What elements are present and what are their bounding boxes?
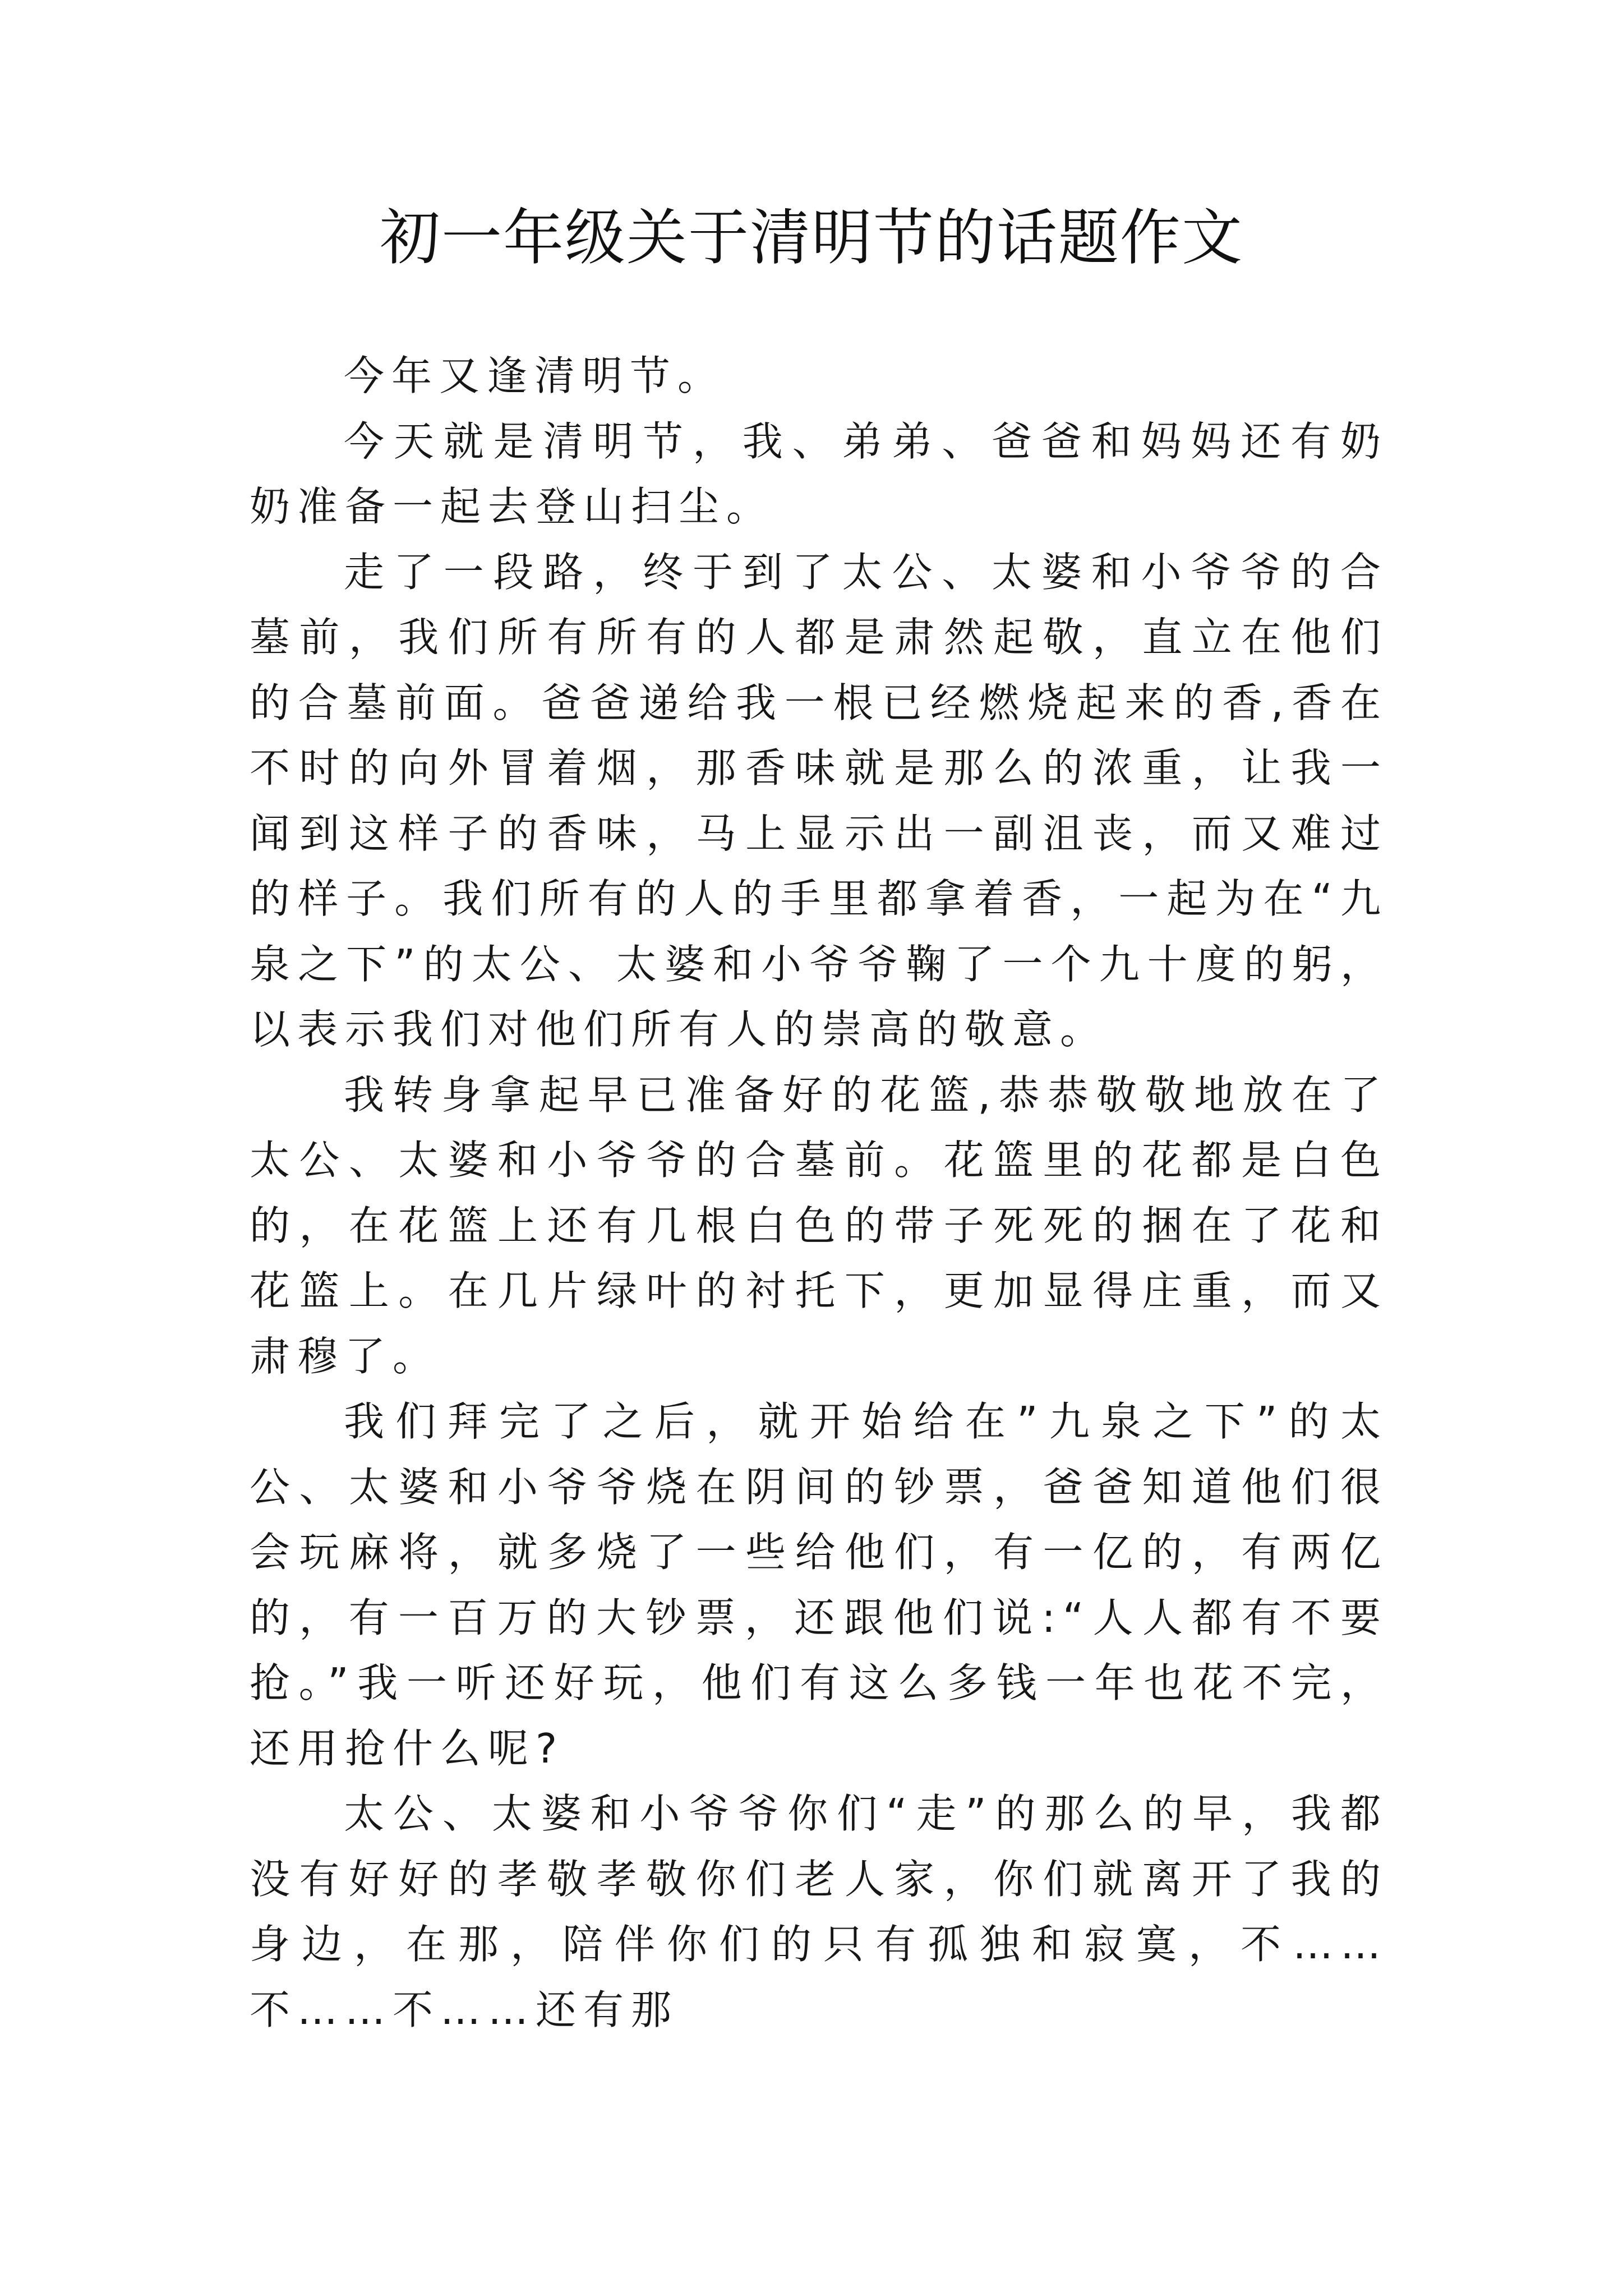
- paragraph-1: 今年又逢清明节。: [344, 352, 726, 399]
- paragraph-4: 我转身拿起早已准备好的花篮,恭恭敬敬地放在了太公、太婆和小爷爷的合墓前。花篮里的花都是白色的，在花篮上还有几根白色的带子死死的捆在了花和花篮上。在几片绿叶的衬托下，更加显得庄重，而又肃穆了。: [250, 1071, 1388, 1380]
- paragraph-5: 我们拜完了之后，就开始给在”九泉之下”的太公、太婆和小爷爷烧在阴间的钞票，爸爸知道他们很会玩麻将，就多烧了一些给他们，有一亿的，有两亿的，有一百万的大钞票，还跟他们说:“人人都有不要抢。”我一听还好玩，他们有这么多钱一年也花不完，还用抢什么呢?: [250, 1398, 1388, 1772]
- document-title: 初一年级关于清明节的话题作文: [379, 203, 1243, 273]
- paragraph-6: 太公、太婆和小爷爷你们“走”的那么的早，我都没有好好的孝敬孝敬你们老人家，你们就离开了我的身边，在那，陪伴你们的只有孤独和寂寞，不……不……不……还有那: [250, 1790, 1388, 2033]
- paragraph-3: 走了一段路，终于到了太公、太婆和小爷爷的合墓前，我们所有所有的人都是肃然起敬，直立在他们的合墓前面。爸爸递给我一根已经燃烧起来的香,香在不时的向外冒着烟，那香味就是那么的浓重，让我一闻到这样子的香味，马上显示出一副沮丧，而又难过的样子。我们所有的人的手里都拿着香，一起为在“九泉之下”的太公、太婆和小爷爷鞠了一个九十度的躬，以表示我们对他们所有人的崇高的敬意。: [250, 548, 1388, 1053]
- document-body: [250, 343, 1388, 2042]
- paragraph-2: 今天就是清明节，我、弟弟、爸爸和妈妈还有奶奶准备一起去登山扫尘。: [250, 417, 1388, 530]
